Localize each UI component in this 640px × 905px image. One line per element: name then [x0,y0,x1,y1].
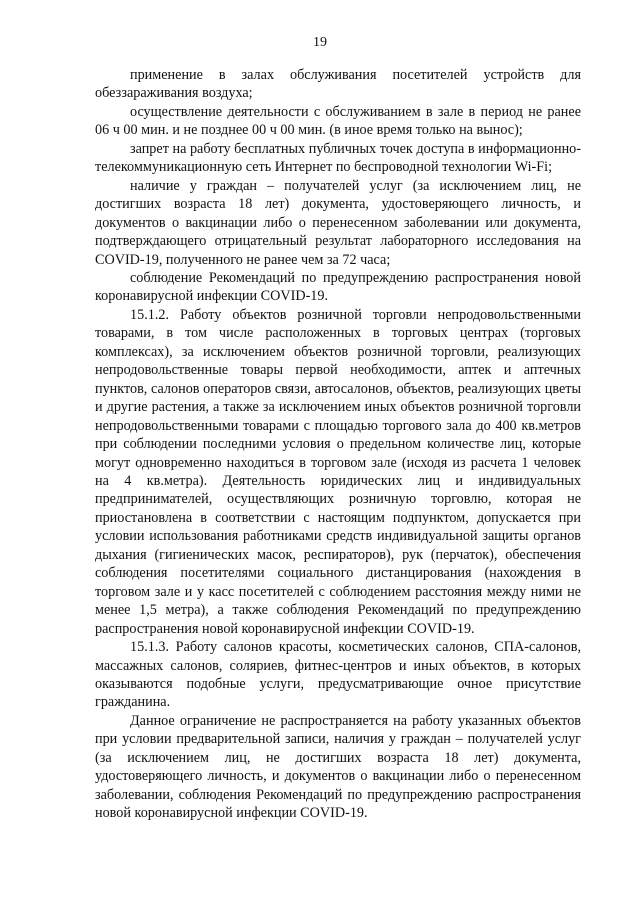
paragraph-air-disinfection: применение в залах обслуживания посетителей устройств для обеззараживания воздуха; [95,67,581,102]
paragraph-service-hours: осуществление деятельности с обслуживанием в зале в период не ранее 06 ч 00 мин. и не позднее 00 ч 00 мин. (в иное время только на вынос); [95,103,581,139]
paragraph-15-1-2: 15.1.2. Работу объектов розничной торговли непродовольственными товарами, в том числе расположенных в торговых центрах (торговых комплексах), за исключением объектов розничной торговли, реализующих непродовольственные товары первой необходимости, аптек и аптечных пунктов, салонов операторов связи, автосалонов, объектов, реализующих цветы и другие растения, а также за исключением иных объектов розничной торговли непродовольственными товарами с площадью торгового зала до 400 кв.метров при соблюдении последними условия о предельном количестве лиц, которые могут одновременно находиться в торговом зале (исходя из расчета 1 человек на 4 кв.метра). Деятельность юридических лиц и индивидуальных предпринимателей, осуществляющих розничную торговлю, которая не приостановлена в соответствии с настоящим подпунктом, допускается при условии использования работниками средств индивидуальной защиты органов дыхания (гигиенических масок, респираторов), рук (перчаток), обеспечения соблюдения посетителями социального дистанцирования (нахождения в торговом зале и у касс посетителей с соблюдением расстояния между ними не менее 1,5 метра), а также соблюдения Рекомендаций по предупреждению распространения новой коронавирусной инфекции COVID-19. [95,306,581,637]
paragraph-exception: Данное ограничение не распространяется на работу указанных объектов при условии предварительной записи, наличия у граждан – получателей услуг (за исключением лиц, не достигших возраста 18 лет) документа, удостоверяющего личность, и документов о вакцинации либо о перенесенном заболевании, соблюдения Рекомендаций по предупреждению распространения новой коронавирусной инфекции COVID-19. [95,712,581,822]
page-number: 19 [313,35,327,50]
paragraph-documents-requirement: наличие у граждан – получателей услуг (за исключением лиц, не достигших возраста 18 лет) документа, удостоверяющего личность, и документов о вакцинации либо о перенесенном заболевании или документа, подтверждающего отрицательный результат лабораторного исследования на COVID-19, полученного не ранее чем за 72 часа; [95,177,581,268]
document-body [95,66,581,823]
paragraph-wifi-ban: запрет на работу бесплатных публичных точек доступа в информационно-телекоммуникационную сеть Интернет по беспроводной технологии Wi-Fi; [95,140,581,176]
paragraph-recommendations: соблюдение Рекомендаций по предупреждению распространения новой коронавирусной инфекции COVID-19. [95,269,581,305]
paragraph-15-1-3: 15.1.3. Работу салонов красоты, косметических салонов, СПА-салонов, массажных салонов, соляриев, фитнес-центров и иных объектов, в которых оказываются подобные услуги, предусматривающие очное присутствие гражданина. [95,639,581,711]
